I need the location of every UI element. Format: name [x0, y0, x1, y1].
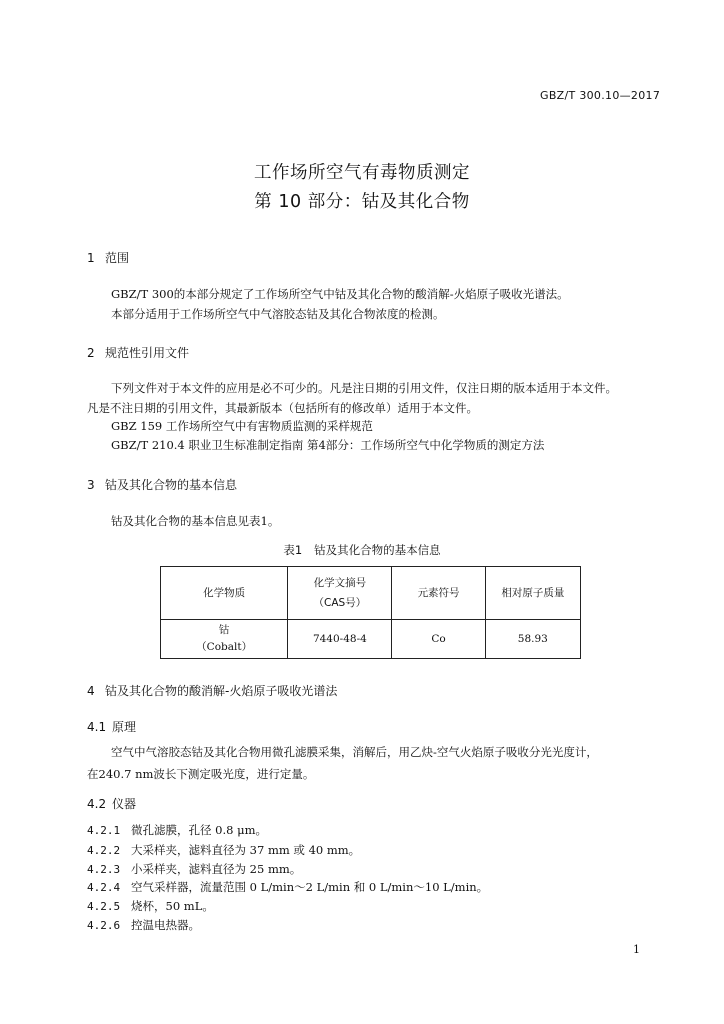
section-number: 4: [87, 684, 95, 698]
document-title: 工作场所空气有毒物质测定: [254, 163, 470, 183]
cell-symbol: Co: [392, 620, 485, 659]
section-number: 4.1: [87, 720, 107, 734]
instrument-number: 4.2.3: [87, 863, 121, 876]
table-row: [161, 620, 581, 659]
instrument-number: 4.2.5: [87, 900, 121, 913]
instrument-item: [87, 822, 267, 838]
section-title: 规范性引用文件: [105, 346, 190, 360]
header-mass: 相对原子质量: [485, 567, 580, 620]
cell-mass: 58.93: [485, 620, 580, 659]
scope-paragraph-1: GBZ/T 300的本部分规定了工作场所空气中钴及其化合物的酸消解-火焰原子吸收光谱法。: [111, 287, 569, 301]
instrument-text: 微孔滤膜，孔径 0.8 μm。: [131, 823, 267, 837]
instrument-item: [87, 842, 360, 858]
section-4-2-heading: [87, 795, 136, 812]
header-cas: [288, 567, 392, 620]
section-title: 钴及其化合物的酸消解-火焰原子吸收光谱法: [105, 684, 338, 698]
table-caption-label: 表1: [283, 543, 303, 557]
instrument-text: 烧杯，50 mL。: [131, 899, 214, 913]
section-1-heading: [87, 249, 129, 266]
section-title: 钴及其化合物的基本信息: [105, 478, 238, 492]
basic-info-table: [160, 566, 581, 659]
table-caption: [0, 542, 724, 558]
header-symbol: 元素符号: [392, 567, 485, 620]
principle-paragraph-2: 在240.7 nm波长下测定吸光度，进行定量。: [87, 767, 315, 781]
instrument-number: 4.2.4: [87, 881, 121, 894]
principle-paragraph-1: 空气中气溶胶态钴及其化合物用微孔滤膜采集，消解后，用乙炔-空气火焰原子吸收分光光度计，: [111, 745, 598, 759]
header-cas-line1: 化学文摘号: [313, 577, 367, 589]
instrument-text: 空气采样器，流量范围 0 L/min～2 L/min 和 0 L/min～10 L/min。: [131, 880, 489, 894]
references-paragraph-1: 下列文件对于本文件的应用是必不可少的。凡是注日期的引用文件，仅注日期的版本适用于本文件。: [111, 381, 617, 395]
instrument-text: 大采样夹，滤料直径为 37 mm 或 40 mm。: [131, 843, 361, 857]
section-title: 范围: [105, 251, 130, 265]
section-number: 4.2: [87, 797, 107, 811]
section-2-heading: [87, 344, 189, 361]
section-number: 3: [87, 478, 95, 492]
section-number: 1: [87, 251, 95, 265]
cell-chemical-name-line1: 钴: [218, 624, 230, 636]
table-header-row: [161, 567, 581, 620]
header-cas-line2: （CAS号）: [313, 597, 367, 609]
basic-info-paragraph: 钴及其化合物的基本信息见表1。: [111, 514, 280, 528]
instrument-number: 4.2.1: [87, 824, 121, 837]
cell-cas: 7440-48-4: [288, 620, 392, 659]
instrument-item: [87, 898, 214, 914]
instrument-text: 小采样夹，滤料直径为 25 mm。: [131, 862, 302, 876]
section-4-1-heading: [87, 718, 136, 735]
cell-chemical-name-line2: （Cobalt）: [196, 641, 253, 653]
scope-paragraph-2: 本部分适用于工作场所空气中气溶胶态钴及其化合物浓度的检测。: [111, 307, 445, 321]
cell-chemical-name: [161, 620, 288, 659]
section-3-heading: [87, 476, 237, 493]
table-caption-text: 钴及其化合物的基本信息: [314, 543, 441, 557]
reference-gbz-159: GBZ 159 工作场所空气中有害物质监测的采样规范: [111, 419, 373, 433]
section-title: 仪器: [112, 797, 137, 811]
document-subtitle: 第 10 部分：钴及其化合物: [254, 192, 470, 212]
references-paragraph-2: 凡是不注日期的引用文件，其最新版本（包括所有的修改单）适用于本文件。: [87, 401, 478, 415]
instrument-item: [87, 879, 488, 895]
instrument-item: [87, 861, 301, 877]
reference-gbz-210-4: GBZ/T 210.4 职业卫生标准制定指南 第4部分：工作场所空气中化学物质的测定方法: [111, 438, 545, 452]
instrument-number: 4.2.2: [87, 844, 121, 857]
section-title: 原理: [112, 720, 137, 734]
instrument-text: 控温电热器。: [131, 918, 200, 932]
instrument-number: 4.2.6: [87, 919, 121, 932]
instrument-item: [87, 917, 200, 933]
section-number: 2: [87, 346, 95, 360]
header-chemical: 化学物质: [161, 567, 288, 620]
standard-code: GBZ/T 300.10—2017: [540, 89, 661, 102]
page-number: 1: [633, 943, 640, 956]
section-4-heading: [87, 682, 337, 699]
